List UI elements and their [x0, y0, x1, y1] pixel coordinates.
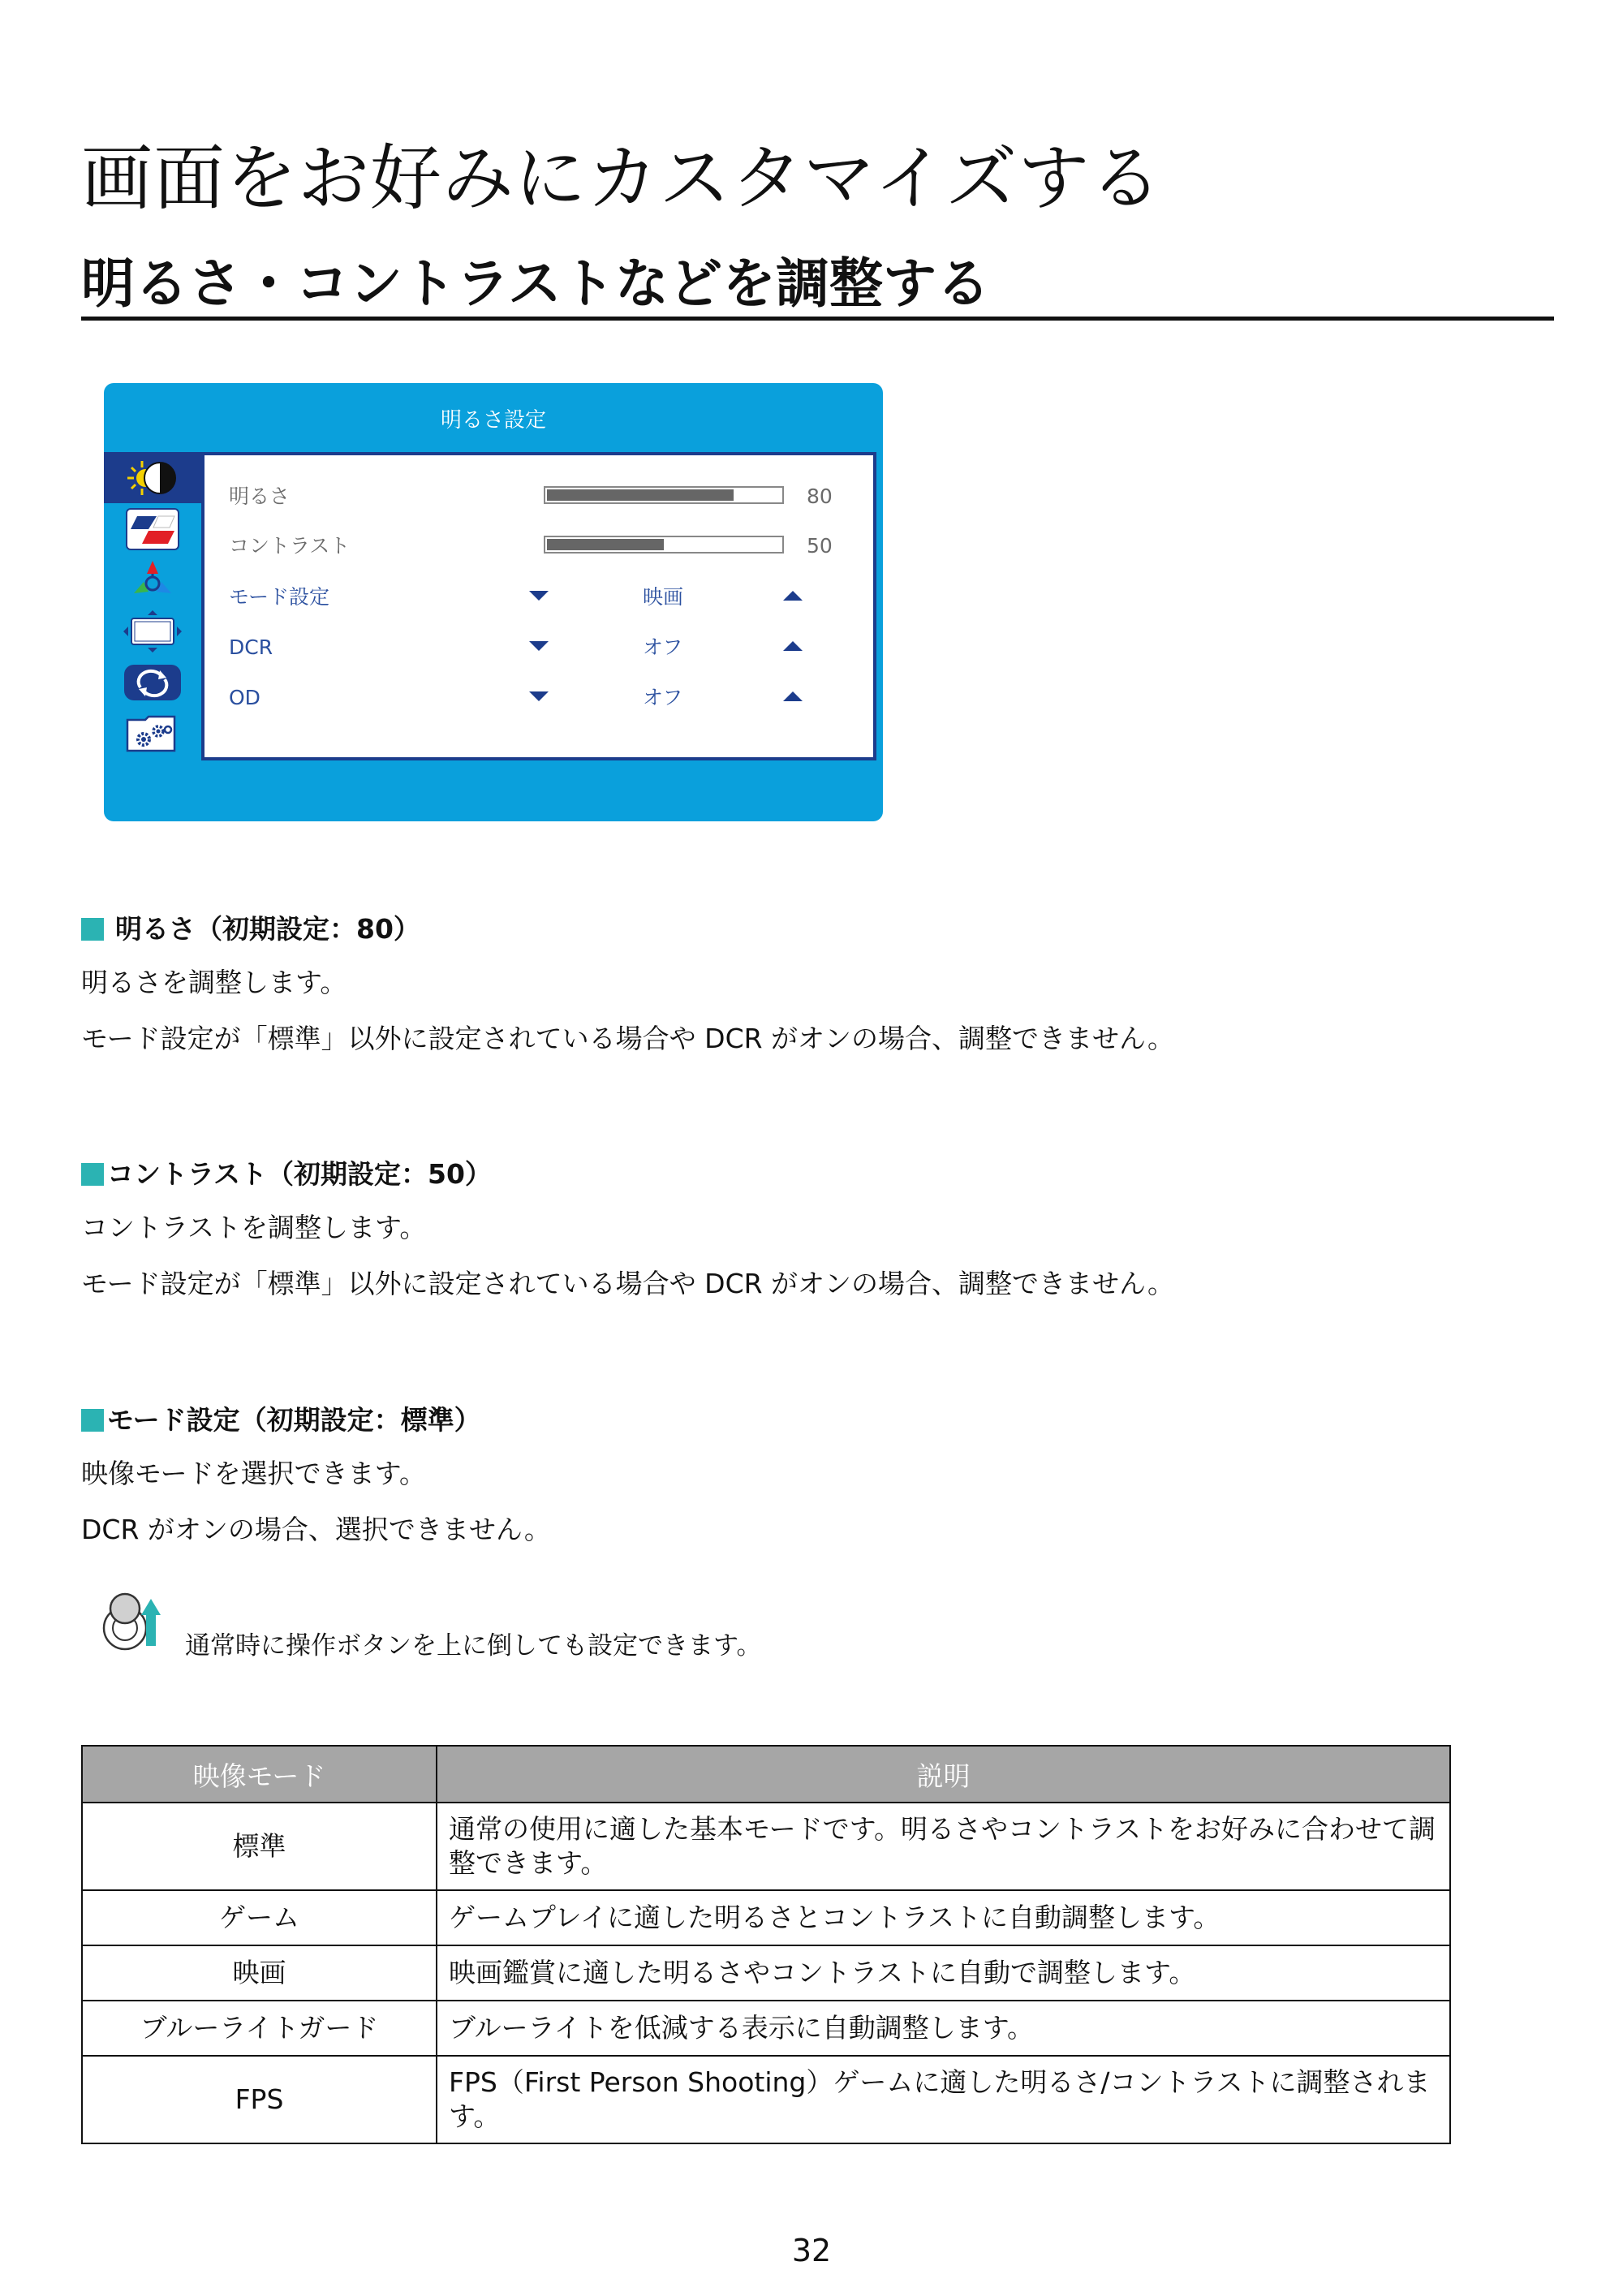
table-row: [82, 2001, 1450, 2056]
bullet-square-icon: [81, 918, 104, 941]
mode-cell: ゲーム: [82, 1890, 437, 1945]
hint-text: 通常時に操作ボタンを上に倒しても設定できます。: [185, 1631, 762, 1661]
reset-icon[interactable]: [104, 657, 201, 708]
mode-cell: 映画: [82, 1945, 437, 2001]
desc-cell: FPS（First Person Shooting）ゲームに適した明るさ/コントラストに調整されます。: [437, 2056, 1450, 2143]
desc-cell: ゲームプレイに適した明るさとコントラストに自動調整します。: [437, 1890, 1450, 1945]
table-row: [82, 1890, 1450, 1945]
bullet-square-icon: [81, 1409, 104, 1432]
brightness-slider[interactable]: [544, 486, 784, 504]
bullet-square-icon: [81, 1163, 104, 1186]
mode-cell: FPS: [82, 2056, 437, 2143]
desc-cell: 映画鑑賞に適した明るさやコントラストに自動で調整します。: [437, 1945, 1450, 2001]
osd-value: 80: [807, 485, 833, 508]
osd-row-contrast[interactable]: [204, 526, 876, 565]
up-arrow-icon[interactable]: [783, 691, 803, 701]
subtitle-rule: [81, 317, 1554, 321]
osd-row-od[interactable]: [204, 678, 876, 717]
picture-icon[interactable]: [104, 503, 201, 554]
down-arrow-icon[interactable]: [529, 691, 549, 701]
osd-label: DCR: [229, 635, 273, 659]
section-heading-text: 明るさ（初期設定：80）: [115, 913, 420, 945]
slider-fill: [547, 539, 664, 550]
osd-label: OD: [229, 686, 260, 709]
osd-label: モード設定: [229, 585, 330, 609]
joystick-up-icon: [96, 1581, 174, 1654]
osd-value: 50: [807, 534, 833, 558]
color-icon[interactable]: [104, 554, 201, 605]
section-heading-mode: [81, 1400, 481, 1441]
paragraph: コントラストを調整します。: [81, 1212, 427, 1243]
section-heading-text: コントラスト（初期設定：50）: [107, 1158, 492, 1190]
osd-label: 明るさ: [229, 485, 291, 508]
desc-cell: ブルーライトを低減する表示に自動調整します。: [437, 2001, 1450, 2056]
paragraph: 明るさを調整します。: [81, 967, 347, 998]
osd-settings-icon[interactable]: [104, 605, 201, 657]
osd-title: 明るさ設定: [440, 408, 546, 433]
paragraph: 映像モードを選択できます。: [81, 1458, 427, 1489]
slider-fill: [547, 489, 734, 501]
osd-content: [201, 452, 876, 760]
osd-option: 映画: [643, 585, 684, 609]
section-heading-brightness: [81, 909, 420, 950]
paragraph: モード設定が「標準」以外に設定されている場合や DCR がオンの場合、調整できません。: [81, 1268, 1175, 1299]
section-heading-contrast: [81, 1154, 492, 1195]
table-header-row: [82, 1746, 1450, 1803]
up-arrow-icon[interactable]: [783, 591, 803, 601]
settings-icon[interactable]: [104, 708, 201, 759]
osd-option: オフ: [643, 635, 683, 659]
mode-cell: 標準: [82, 1803, 437, 1890]
down-arrow-icon[interactable]: [529, 641, 549, 651]
up-arrow-icon[interactable]: [783, 641, 803, 651]
picture-mode-table: [81, 1745, 1451, 2144]
brightness-icon[interactable]: [104, 452, 201, 503]
desc-cell: 通常の使用に適した基本モードです。明るさやコントラストをお好みに合わせて調整できます。: [437, 1803, 1450, 1890]
osd-row-brightness[interactable]: [204, 476, 876, 515]
contrast-slider[interactable]: [544, 536, 784, 554]
osd-option: オフ: [643, 686, 683, 709]
down-arrow-icon[interactable]: [529, 591, 549, 601]
osd-label: コントラスト: [229, 534, 351, 558]
paragraph: モード設定が「標準」以外に設定されている場合や DCR がオンの場合、調整できません。: [81, 1023, 1175, 1054]
page-number: 32: [791, 2233, 832, 2268]
page-title: 画面をお好みにカスタマイズする: [81, 136, 1163, 220]
osd-row-mode[interactable]: [204, 577, 876, 616]
table-row: [82, 2056, 1450, 2143]
mode-cell: ブルーライトガード: [82, 2001, 437, 2056]
osd-icon-column: [104, 452, 201, 760]
column-header: 説明: [437, 1746, 1450, 1803]
paragraph: DCR がオンの場合、選択できません。: [81, 1514, 551, 1545]
section-heading-text: モード設定（初期設定：標準）: [107, 1404, 481, 1436]
osd-row-dcr[interactable]: [204, 627, 876, 666]
osd-menu: [104, 383, 883, 821]
section-subtitle: 明るさ・コントラストなどを調整する: [81, 252, 991, 315]
table-row: [82, 1945, 1450, 2001]
column-header: 映像モード: [82, 1746, 437, 1803]
table-row: [82, 1803, 1450, 1890]
